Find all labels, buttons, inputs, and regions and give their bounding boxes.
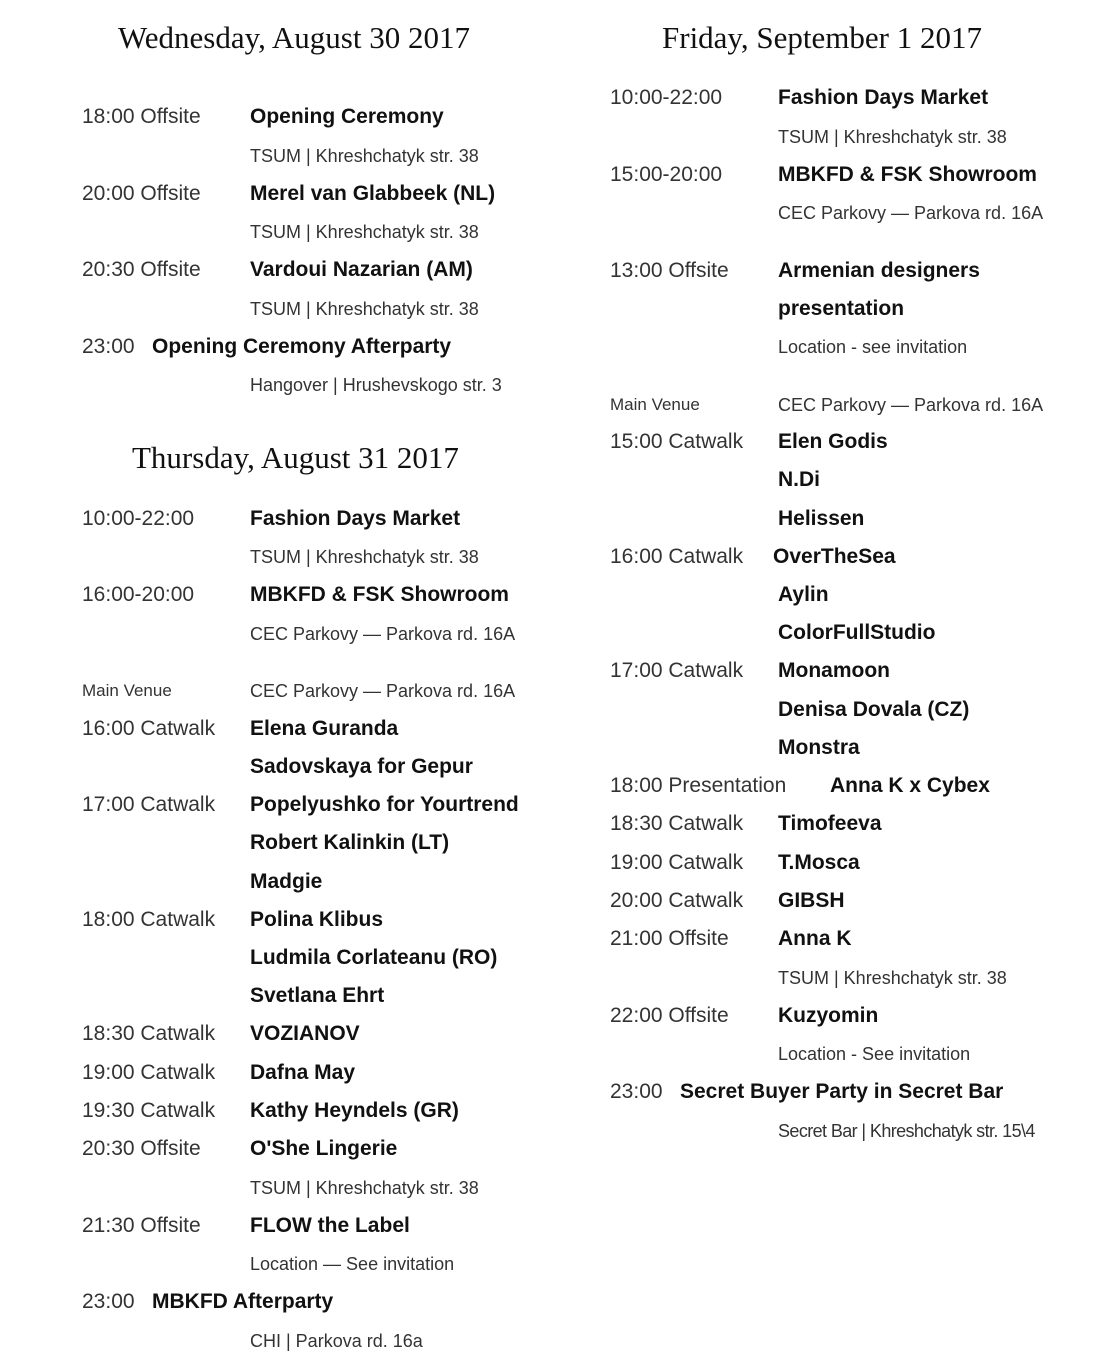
show-time: 17:00 Catwalk xyxy=(610,659,744,682)
event-title: Fashion Days Market xyxy=(250,507,461,530)
show-title: Anna K xyxy=(778,927,852,950)
show-time: 18:00 Presentation xyxy=(610,774,787,797)
show-time: 18:00 Catwalk xyxy=(82,908,216,931)
show-title: Elena Guranda xyxy=(250,717,399,740)
show-location: TSUM | Khreshchatyk str. 38 xyxy=(250,1178,479,1198)
event-location: Hangover | Hrushevskogo str. 3 xyxy=(250,375,502,395)
event-location: TSUM | Khreshchatyk str. 38 xyxy=(250,146,479,166)
event-time: 20:30 Offsite xyxy=(82,258,201,281)
event-title: MBKFD & FSK Showroom xyxy=(250,583,509,606)
event-title: presentation xyxy=(778,297,905,320)
show-title: Monstra xyxy=(778,736,860,759)
show-time: 21:30 Offsite xyxy=(82,1214,201,1237)
day-heading-friday: Friday, September 1 2017 xyxy=(662,20,982,55)
show-title: Secret Buyer Party in Secret Bar xyxy=(680,1080,1004,1103)
show-title: Dafna May xyxy=(250,1061,356,1084)
show-time: 18:30 Catwalk xyxy=(82,1022,216,1045)
show-title: Aylin xyxy=(778,583,829,606)
event-location: Location - see invitation xyxy=(778,337,968,357)
event-title: MBKFD & FSK Showroom xyxy=(778,163,1037,186)
show-title: Helissen xyxy=(778,507,865,530)
show-title: Sadovskaya for Gepur xyxy=(250,755,473,778)
show-time: 18:30 Catwalk xyxy=(610,812,744,835)
event-time: 23:00 xyxy=(82,335,135,358)
show-time: 23:00 xyxy=(82,1290,135,1313)
day-heading-wednesday: Wednesday, August 30 2017 xyxy=(118,20,470,55)
event-location: CEC Parkovy — Parkova rd. 16A xyxy=(778,203,1044,223)
event-time: 10:00-22:00 xyxy=(82,507,195,530)
event-title: Merel van Glabbeek (NL) xyxy=(250,182,496,205)
show-title: Popelyushko for Yourtrend xyxy=(250,793,519,816)
show-title: OverTheSea xyxy=(773,545,896,568)
show-time: 20:00 Catwalk xyxy=(610,889,744,912)
show-title: VOZIANOV xyxy=(250,1022,360,1045)
show-time: 15:00 Catwalk xyxy=(610,430,744,453)
show-title: MBKFD Afterparty xyxy=(152,1290,334,1313)
show-time: 20:30 Offsite xyxy=(82,1137,201,1160)
event-time: 15:00-20:00 xyxy=(610,163,723,186)
event-title: Armenian designers xyxy=(778,259,980,282)
show-title: Kathy Heyndels (GR) xyxy=(250,1099,459,1122)
show-time: 21:00 Offsite xyxy=(610,927,729,950)
event-time: 20:00 Offsite xyxy=(82,182,201,205)
event-time: 18:00 Offsite xyxy=(82,105,201,128)
show-location: Location — See invitation xyxy=(250,1254,455,1274)
event-title: Fashion Days Market xyxy=(778,86,989,109)
show-title: GIBSH xyxy=(778,889,845,912)
show-location: CHI | Parkova rd. 16a xyxy=(250,1331,423,1351)
event-time: 13:00 Offsite xyxy=(610,259,729,282)
show-title: Ludmila Corlateanu (RO) xyxy=(250,946,498,969)
show-time: 16:00 Catwalk xyxy=(82,717,216,740)
day-heading-thursday: Thursday, August 31 2017 xyxy=(132,440,459,475)
show-time: 19:30 Catwalk xyxy=(82,1099,216,1122)
show-title: ColorFullStudio xyxy=(778,621,936,644)
show-title: Kuzyomin xyxy=(778,1004,879,1027)
show-title: Anna K x Cybex xyxy=(830,774,990,797)
show-title: Svetlana Ehrt xyxy=(250,984,385,1007)
event-time: 16:00-20:00 xyxy=(82,583,195,606)
show-title: Polina Klibus xyxy=(250,908,384,931)
venue-label: Main Venue xyxy=(82,681,172,700)
show-title: Robert Kalinkin (LT) xyxy=(250,831,450,854)
show-time: 22:00 Offsite xyxy=(610,1004,729,1027)
event-title: Opening Ceremony Afterparty xyxy=(152,335,452,358)
show-time: 19:00 Catwalk xyxy=(82,1061,216,1084)
venue-label: Main Venue xyxy=(610,395,700,414)
event-title: Opening Ceremony xyxy=(250,105,444,128)
show-location: Secret Bar | Khreshchatyk str. 15\4 xyxy=(778,1121,1035,1141)
event-time: 10:00-22:00 xyxy=(610,86,723,109)
show-title: Timofeeva xyxy=(778,812,882,835)
show-title: Denisa Dovala (CZ) xyxy=(778,698,970,721)
show-time: 16:00 Catwalk xyxy=(610,545,744,568)
venue-location: CEC Parkovy — Parkova rd. 16A xyxy=(778,395,1044,415)
show-title: Elen Godis xyxy=(778,430,888,453)
show-title: T.Mosca xyxy=(778,851,860,874)
event-location: TSUM | Khreshchatyk str. 38 xyxy=(250,299,479,319)
event-location: TSUM | Khreshchatyk str. 38 xyxy=(250,547,479,567)
event-title: Vardoui Nazarian (AM) xyxy=(250,258,473,281)
show-title: Madgie xyxy=(250,870,323,893)
show-location: TSUM | Khreshchatyk str. 38 xyxy=(778,968,1007,988)
show-title: N.Di xyxy=(778,468,820,491)
show-location: Location - See invitation xyxy=(778,1044,971,1064)
show-title: O'She Lingerie xyxy=(250,1137,398,1160)
show-time: 23:00 xyxy=(610,1080,663,1103)
event-location: TSUM | Khreshchatyk str. 38 xyxy=(250,222,479,242)
show-time: 19:00 Catwalk xyxy=(610,851,744,874)
show-title: FLOW the Label xyxy=(250,1214,410,1237)
show-title: Monamoon xyxy=(778,659,890,682)
event-location: CEC Parkovy — Parkova rd. 16A xyxy=(250,624,516,644)
venue-location: CEC Parkovy — Parkova rd. 16A xyxy=(250,681,516,701)
event-location: TSUM | Khreshchatyk str. 38 xyxy=(778,127,1007,147)
show-time: 17:00 Catwalk xyxy=(82,793,216,816)
